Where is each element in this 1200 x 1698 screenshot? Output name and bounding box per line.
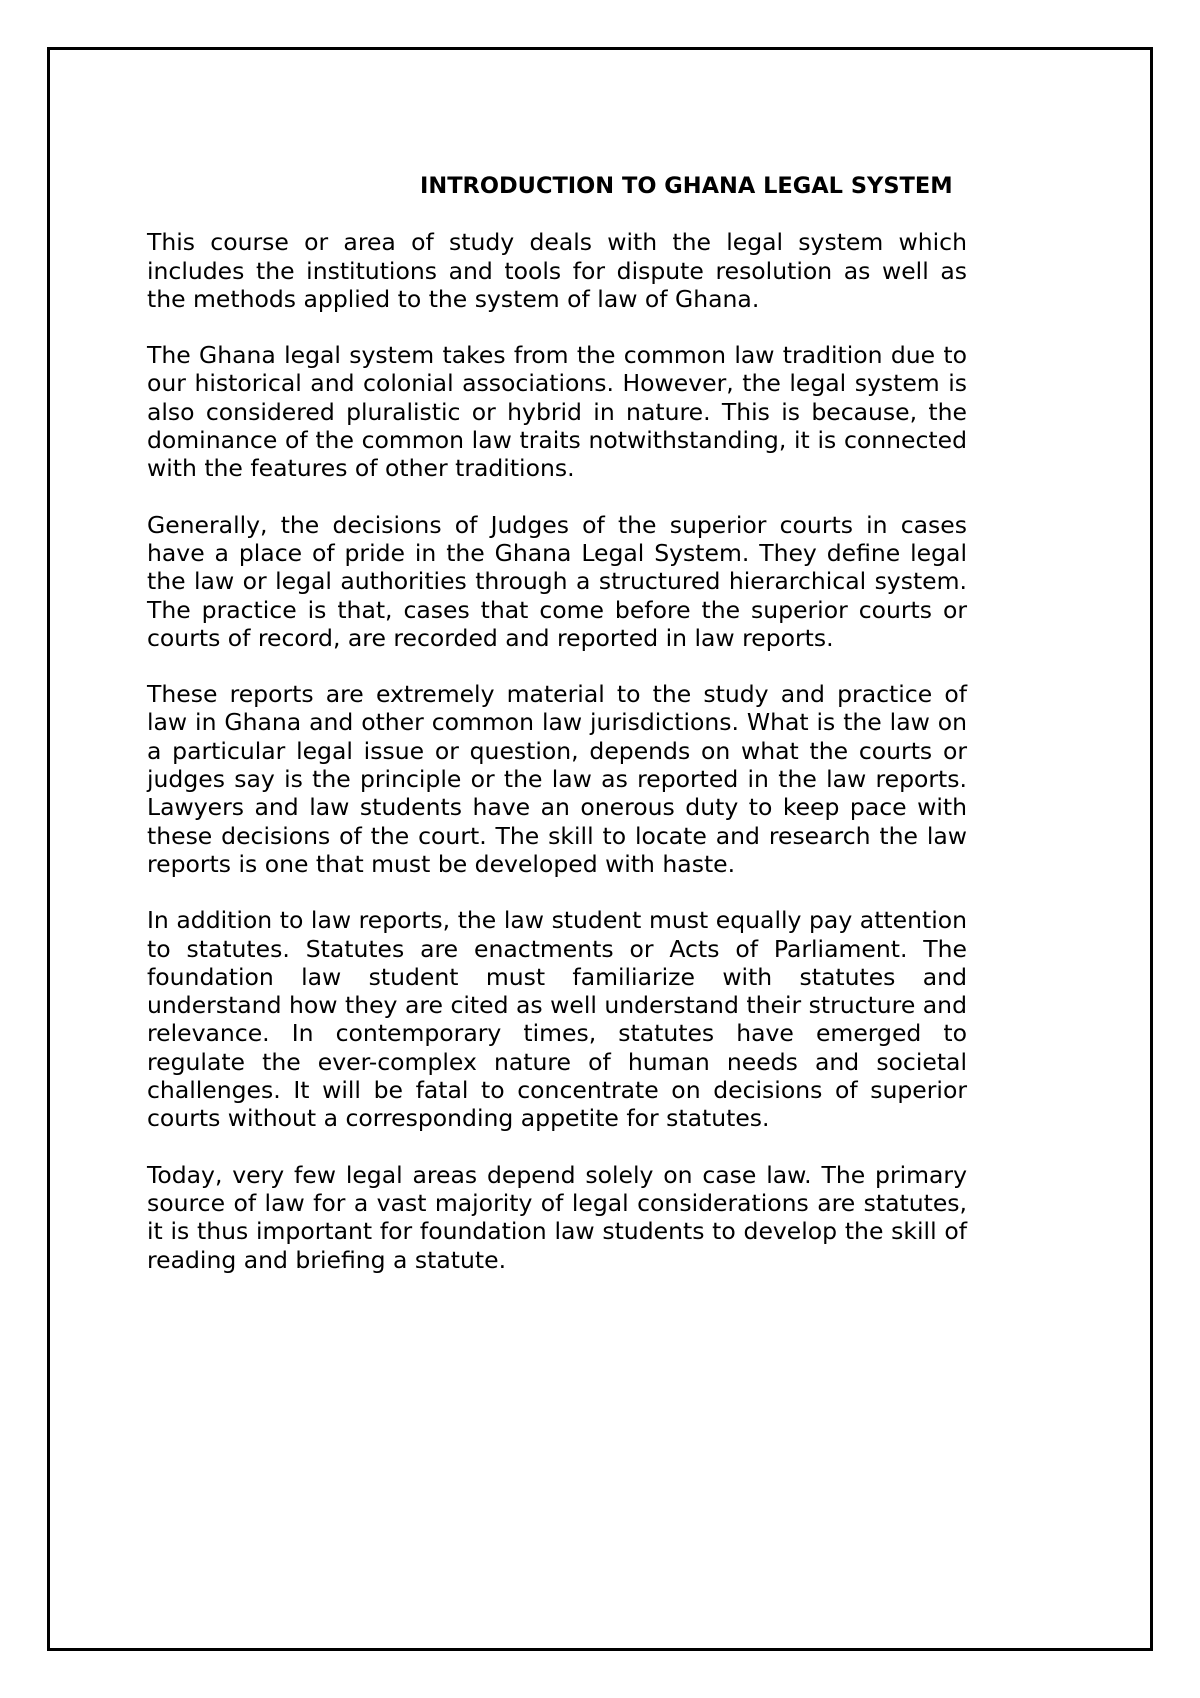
- paragraph: This course or area of study deals with the legal system which includes the institutions and tools for dispute resolution as well as the methods applied to the system of law of Ghana.: [147, 228, 967, 313]
- paragraph: The Ghana legal system takes from the common law tradition due to our historical and colonial associations. However, the legal system is also considered pluralistic or hybrid in nature. This is because, the dominance of the common law traits notwithstanding, it is connected with the features of other traditions.: [147, 341, 967, 483]
- paragraph: Generally, the decisions of Judges of the superior courts in cases have a place of pride in the Ghana Legal System. They define legal the law or legal authorities through a structured hierarchical system. The practice is that, cases that come before the superior courts or courts of record, are recorded and reported in law reports.: [147, 510, 967, 652]
- paragraph: In addition to law reports, the law student must equally pay attention to statutes. Statutes are enactments or Acts of Parliament. The foundation law student must familiarize with statutes and understand how they are cited as well understand their structure and relevance. In contemporary times, statutes have emerged to regulate the ever-complex nature of human needs and societal challenges. It will be fatal to concentrate on decisions of superior courts without a corresponding appetite for statutes.: [147, 906, 967, 1133]
- document-body: [147, 172, 967, 1302]
- document-title: INTRODUCTION TO GHANA LEGAL SYSTEM: [420, 173, 953, 199]
- paragraph: These reports are extremely material to the study and practice of law in Ghana and other common law jurisdictions. What is the law on a particular legal issue or question, depends on what the courts or judges say is the principle or the law as reported in the law reports. Lawyers and law students have an onerous duty to keep pace with these decisions of the court. The skill to locate and research the law reports is one that must be developed with haste.: [147, 680, 967, 878]
- paragraph: Today, very few legal areas depend solely on case law. The primary source of law for a vast majority of legal considerations are statutes, it is thus important for foundation law students to develop the skill of reading and briefing a statute.: [147, 1160, 967, 1274]
